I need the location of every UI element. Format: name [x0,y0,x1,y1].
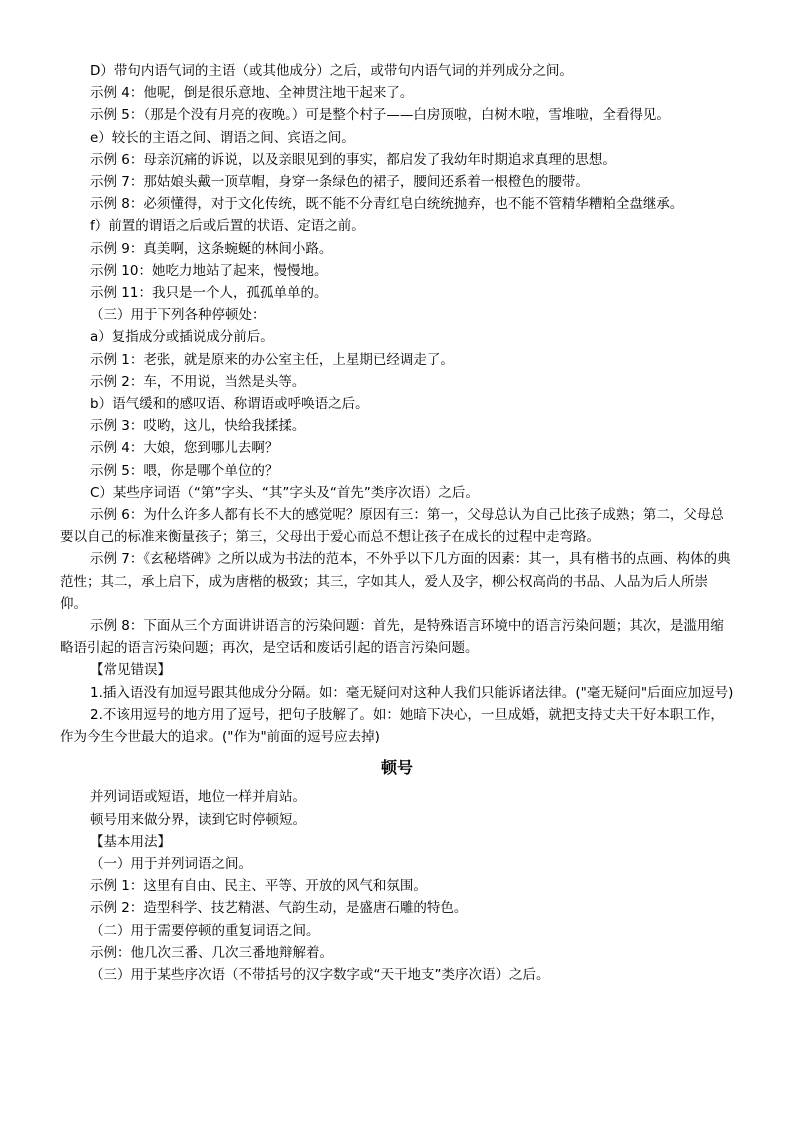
usage-2-example: 示例：他几次三番、几次三番地辩解着。 [90,944,333,961]
document-page [60,60,734,986]
rule-f: f）前置的谓语之后或后置的状语、定语之前。 [90,218,365,235]
example-5b: 示例 5：喂，你是哪个单位的？ [90,462,279,479]
example-6: 示例 6：母亲沉痛的诉说，以及亲眼见到的事实，都启发了我幼年时期追求真理的思想。 [90,151,616,168]
example-7: 示例 7：那姑娘头戴一顶草帽，身穿一条绿色的裙子，腰间还系着一根橙色的腰带。 [90,174,589,191]
rule-a: a）复指成分或插说成分前后。 [90,329,274,346]
intro-line-2: 顿号用来做分界，读到它时停顿短。 [90,811,306,828]
usage-3: （三）用于某些序次语（不带括号的汉字数字或“天干地支”类序次语）之后。 [90,966,550,983]
example-6b: 示例 6：为什么许多人都有长不大的感觉呢？原因有三：第一，父母总认为自己比孩子成熟；第二，父母总要以自己的标准来衡量孩子；第三，父母出于爱心而总不想让孩子在成长的过程中走弯路。 [60,507,724,546]
usage-1: （一）用于并列词语之间。 [90,855,252,872]
usage-1-example-2: 示例 2：造型科学、技艺精湛、气韵生动，是盛唐石雕的特色。 [90,900,468,917]
example-8: 示例 8：必须懂得，对于文化传统，既不能不分青红皂白统统抛弃，也不能不管精华糟粕全盘继承。 [90,196,684,213]
example-9: 示例 9：真美啊，这条蜿蜒的林间小路。 [90,240,333,257]
example-10: 示例 10：她吃力地站了起来，慢慢地。 [90,262,328,279]
usage-2: （二）用于需要停顿的重复词语之间。 [90,922,320,939]
common-errors-heading: 【常见错误】 [90,662,171,679]
example-3: 示例 3：哎哟，这儿，快给我揉揉。 [90,418,306,435]
example-11: 示例 11：我只是一个人，孤孤单单的。 [90,285,328,302]
example-4: 示例 4：他呢，倒是很乐意地、全神贯注地干起来了。 [90,85,414,102]
error-1: 1.插入语没有加逗号跟其他成分分隔。如：毫无疑问对这种人我们只能诉诸法律。("毫无疑问"后面应加逗号) [90,684,734,701]
basic-usage-heading: 【基本用法】 [90,833,171,850]
example-7b: 示例 7：《玄秘塔碑》之所以成为书法的范本，不外乎以下几方面的因素：其一，具有楷书的点画、构体的典范性；其二，承上启下，成为唐楷的极致；其三，字如其人，爱人及字，柳公权高尚的书品、人品为后人所崇仰。 [60,551,731,612]
section-title: 顿号 [380,758,413,778]
example-5: 示例 5：（那是个没有月亮的夜晚。）可是整个村子——白房顶啦，白树木啦，雪堆啦，全看得见。 [90,107,670,124]
example-8b: 示例 8：下面从三个方面讲讲语言的污染问题：首先，是特殊语言环境中的语言污染问题；其次，是滥用缩略语引起的语言污染问题；再次，是空话和废话引起的语言污染问题。 [60,618,724,657]
rule-d: D）带句内语气词的主语（或其他成分）之后，或带句内语气词的并列成分之间。 [90,63,573,79]
usage-1-example-1: 示例 1：这里有自由、民主、平等、开放的风气和氛围。 [90,878,427,895]
error-2: 2.不该用逗号的地方用了逗号，把句子肢解了。如：她暗下决心，一旦成婚，就把支持丈夫干好本职工作，作为今生今世最大的追求。("作为"前面的逗号应去掉) [60,706,724,746]
example-4b: 示例 4：大娘，您到哪儿去啊？ [90,440,279,457]
rule-c: C）某些序词语（“第”字头、“其”字头及“首先”类序次语）之后。 [90,484,479,501]
rule-b: b）语气缓和的感叹语、称谓语或呼唤语之后。 [90,396,369,413]
example-2: 示例 2：车，不用说，当然是头等。 [90,373,306,390]
usage-3-heading: （三）用于下列各种停顿处： [90,307,266,324]
example-1: 示例 1：老张，就是原来的办公室主任，上星期已经调走了。 [90,351,454,368]
intro-line-1: 并列词语或短语，地位一样并肩站。 [90,789,306,806]
rule-e: e）较长的主语之间、谓语之间、宾语之间。 [90,129,355,146]
